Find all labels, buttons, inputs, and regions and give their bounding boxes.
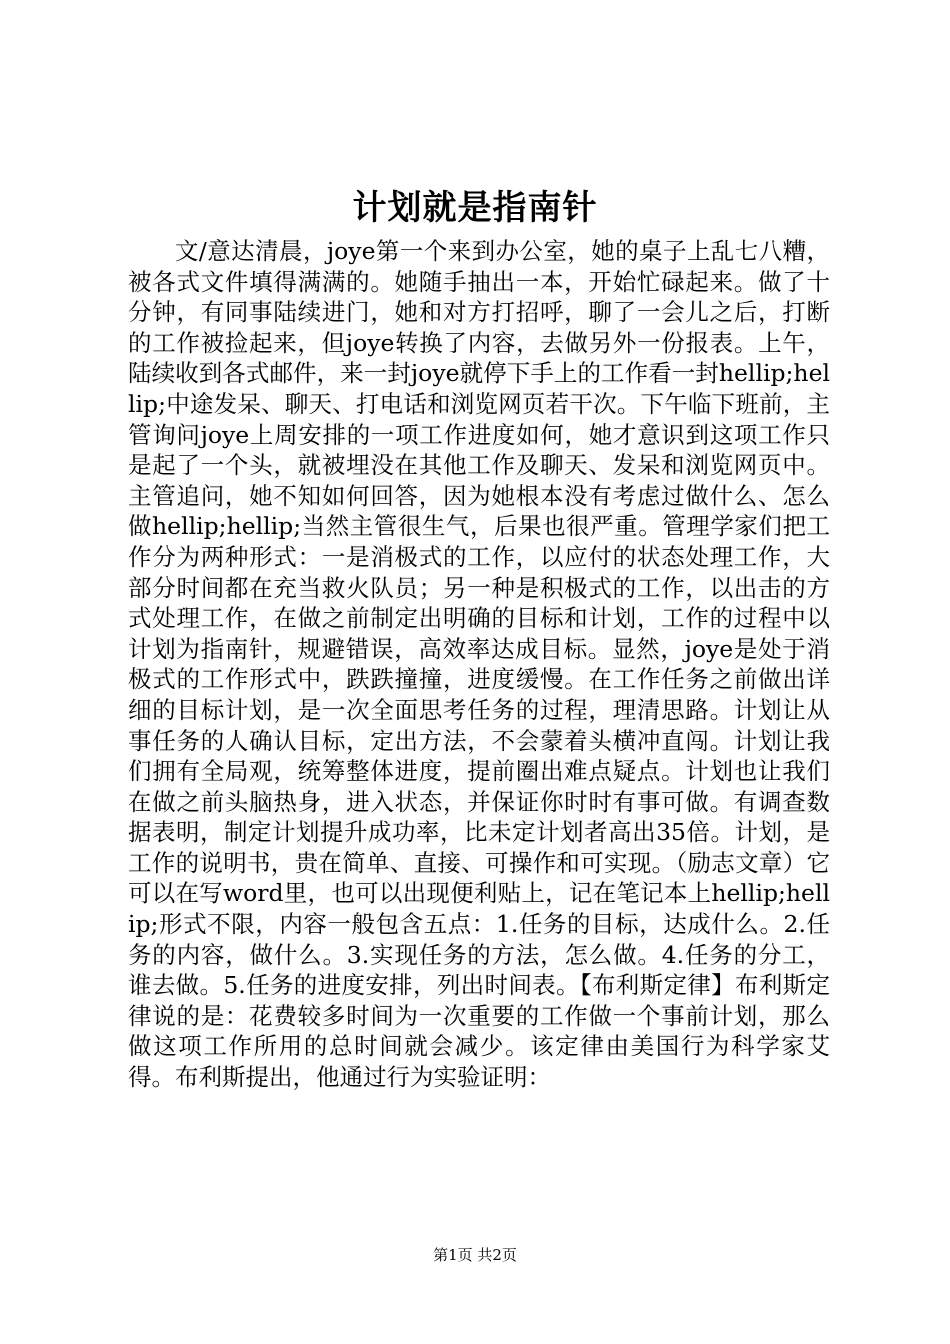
page-footer: 第1页 共2页 xyxy=(433,1246,517,1264)
document-body-paragraph: 文/意达清晨，joye第一个来到办公室，她的桌子上乱七八糟，被各式文件填得满满的。她随手抽出一本，开始忙碌起来。做了十分钟，有同事陆续进门，她和对方打招呼，聊了一会儿之后，打断的工作被捡起来，但joye转换了内容，去做另外一份报表。上午，陆续收到各式邮件，来一封joye就停下手上的工作看一封hellip;hellip;中途发呆、聊天、打电话和浏览网页若干次。下午临下班前，主管询问joye上周安排的一项工作进度如何，她才意识到这项工作只是起了一个头，就被埋没在其他工作及聊天、发呆和浏览网页中。主管追问，她不知如何回答，因为她根本没有考虑过做什么、怎么做hellip;hellip;当然主管很生气，后果也很严重。管理学家们把工作分为两种形式：一是消极式的工作，以应付的状态处理工作，大部分时间都在充当救火队员；另一种是积极式的工作，以出击的方式处理工作，在做之前制定出明确的目标和计划，工作的过程中以计划为指南针，规避错误，高效率达成目标。显然，joye是处于消极式的工作形式中，跌跌撞撞，进度缓慢。在工作任务之前做出详细的目标计划，是一次全面思考任务的过程，理清思路。计划让从事任务的人确认目标，定出方法，不会蒙着头横冲直闯。计划让我们拥有全局观，统筹整体进度，提前圈出难点疑点。计划也让我们在做之前头脑热身，进入状态，并保证你时时有事可做。有调查数据表明，制定计划提升成功率，比未定计划者高出35倍。计划，是工作的说明书，贵在简单、直接、可操作和可实现。（励志文章）它可以在写word里，也可以出现便利贴上，记在笔记本上hellip;hellip;形式不限，内容一般包含五点：1.任务的目标，达成什么。2.任务的内容，做什么。3.实现任务的方法，怎么做。4.任务的分工，谁去做。5.任务的进度安排，列出时间表。【布利斯定律】布利斯定律说的是：花费较多时间为一次重要的工作做一个事前计划，那么做这项工作所用的总时间就会减少。该定律由美国行为科学家艾得。布利斯提出，他通过行为实验证明： xyxy=(128,237,830,1092)
document-title: 计划就是指南针 xyxy=(352,188,598,228)
